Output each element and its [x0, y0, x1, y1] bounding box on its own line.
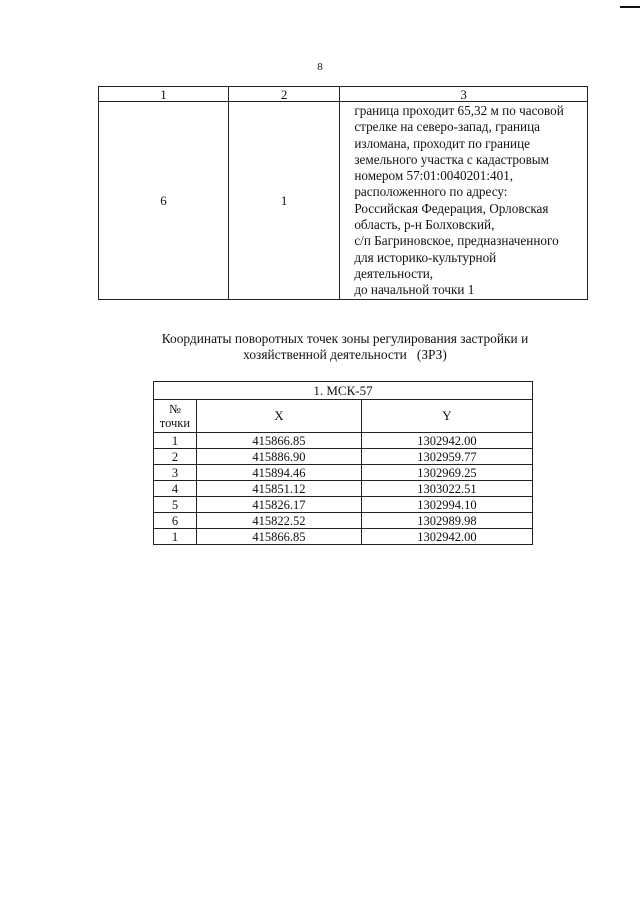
y-value: 1302969.25: [361, 465, 532, 481]
boundary-description: [340, 102, 588, 300]
x-value: 415866.85: [196, 433, 361, 449]
description-line: Российская Федерация, Орловская: [354, 200, 549, 216]
x-value: 415851.12: [196, 481, 361, 497]
description-line: деятельности,: [354, 265, 434, 281]
table-row: [154, 433, 533, 449]
boundary-header-col3: 3: [340, 87, 588, 102]
boundary-header-col2: 2: [229, 87, 340, 102]
point-number: 5: [154, 497, 197, 513]
point-number-header-symbol: №: [168, 402, 181, 416]
boundary-table-row: [99, 102, 588, 300]
point-number-header: [154, 400, 197, 433]
table-row: [154, 465, 533, 481]
point-number: 4: [154, 481, 197, 497]
x-value: 415866.85: [196, 529, 361, 545]
description-line: граница проходит 65,32 м по часовой: [354, 103, 564, 118]
description-line: с/п Багриновское, предназначенного: [354, 233, 559, 249]
table-row: [154, 513, 533, 529]
y-value: 1303022.51: [361, 481, 532, 497]
coordinates-table-title-row: [154, 382, 533, 400]
y-value: 1302989.98: [361, 513, 532, 529]
boundary-table-header-row: [99, 87, 588, 102]
description-line: для историко-культурной: [354, 249, 497, 265]
coordinates-system-title: 1. МСК-57: [154, 382, 533, 400]
x-value: 415886.90: [196, 449, 361, 465]
description-line: стрелке на северо-запад, граница: [354, 119, 540, 135]
y-value: 1302994.10: [361, 497, 532, 513]
corner-mark: [620, 6, 640, 8]
table-row: [154, 529, 533, 545]
x-value: 415822.52: [196, 513, 361, 529]
caption-line-1: Координаты поворотных точек зоны регулирования застройки и: [161, 331, 529, 346]
table-row: [154, 481, 533, 497]
description-line: номером 57:01:0040201:401,: [354, 168, 514, 184]
coordinates-table-header-row: [154, 400, 533, 433]
page-number: 8: [317, 61, 323, 73]
y-header: Y: [361, 400, 532, 433]
y-value: 1302942.00: [361, 433, 532, 449]
coordinates-caption: [0, 331, 640, 363]
caption-line-2: хозяйственной деятельности (ЗРЗ): [243, 347, 447, 362]
y-value: 1302942.00: [361, 529, 532, 545]
boundary-from-point: 6: [99, 102, 229, 300]
table-row: [154, 449, 533, 465]
boundary-to-point: 1: [229, 102, 340, 300]
point-number: 3: [154, 465, 197, 481]
description-line: до начальной точки 1: [354, 282, 475, 298]
description-line: расположенного по адресу:: [354, 184, 508, 200]
boundary-header-col1: 1: [99, 87, 229, 102]
description-line: земельного участка с кадастровым: [354, 151, 550, 167]
point-number: 1: [154, 433, 197, 449]
x-value: 415826.17: [196, 497, 361, 513]
point-number: 1: [154, 529, 197, 545]
boundary-table: [98, 86, 588, 300]
y-value: 1302959.77: [361, 449, 532, 465]
description-line: изломана, проходит по границе: [354, 135, 530, 151]
x-value: 415894.46: [196, 465, 361, 481]
x-header: X: [196, 400, 361, 433]
coordinates-table: [153, 381, 533, 545]
point-number: 6: [154, 513, 197, 529]
table-row: [154, 497, 533, 513]
description-line: область, р-н Болховский,: [354, 217, 495, 233]
point-number-header-label: точки: [159, 416, 191, 430]
point-number: 2: [154, 449, 197, 465]
